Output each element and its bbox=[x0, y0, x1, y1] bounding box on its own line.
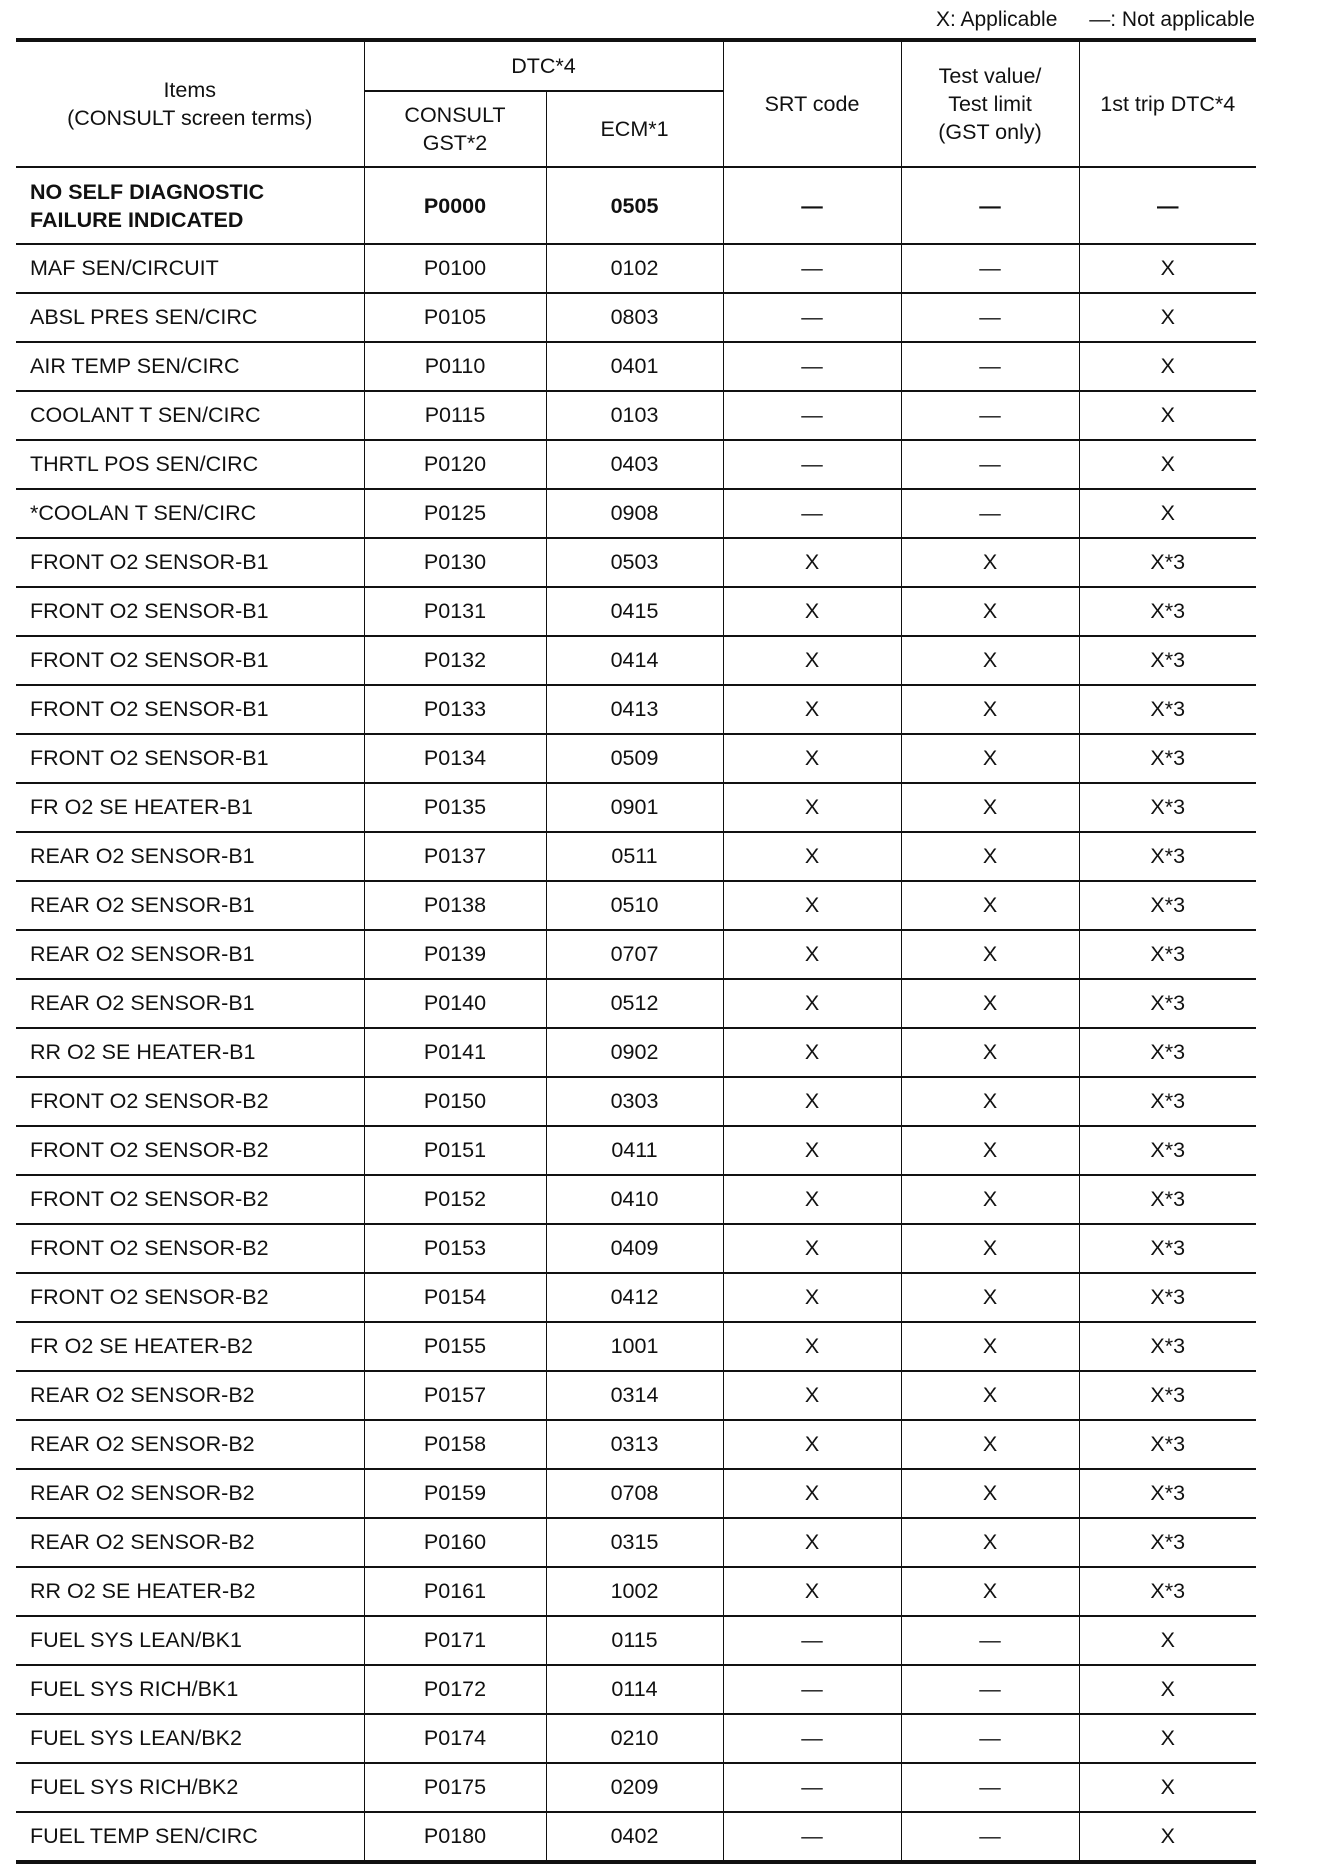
test-value-cell: — bbox=[901, 440, 1079, 489]
consult-gst-cell: P0157 bbox=[364, 1371, 546, 1420]
table-row bbox=[16, 391, 1256, 440]
table-row bbox=[16, 293, 1256, 342]
srt-code-cell: X bbox=[723, 734, 901, 783]
table-row bbox=[16, 1322, 1256, 1371]
table-row bbox=[16, 1567, 1256, 1616]
header-items: Items (CONSULT screen terms) bbox=[16, 40, 364, 167]
table-row bbox=[16, 1420, 1256, 1469]
ecm-cell: 0210 bbox=[546, 1714, 723, 1763]
srt-code-cell: — bbox=[723, 440, 901, 489]
ecm-cell: 0509 bbox=[546, 734, 723, 783]
item-cell: FRONT O2 SENSOR-B2 bbox=[16, 1273, 364, 1322]
first-trip-dtc-cell: X*3 bbox=[1079, 1322, 1256, 1371]
table-row bbox=[16, 1763, 1256, 1812]
srt-code-cell: X bbox=[723, 1224, 901, 1273]
srt-code-cell: X bbox=[723, 881, 901, 930]
srt-code-cell: X bbox=[723, 1077, 901, 1126]
srt-code-cell: X bbox=[723, 1371, 901, 1420]
srt-code-cell: X bbox=[723, 636, 901, 685]
first-trip-dtc-cell: X bbox=[1079, 342, 1256, 391]
test-value-cell: X bbox=[901, 1126, 1079, 1175]
first-trip-dtc-cell: X bbox=[1079, 293, 1256, 342]
consult-gst-cell: P0180 bbox=[364, 1812, 546, 1862]
table-body bbox=[16, 167, 1256, 1862]
first-trip-dtc-cell: X*3 bbox=[1079, 930, 1256, 979]
ecm-cell: 0505 bbox=[546, 167, 723, 244]
srt-code-cell: — bbox=[723, 342, 901, 391]
consult-gst-cell: P0125 bbox=[364, 489, 546, 538]
consult-gst-cell: P0161 bbox=[364, 1567, 546, 1616]
table-row bbox=[16, 1028, 1256, 1077]
test-value-cell: X bbox=[901, 1518, 1079, 1567]
table-row bbox=[16, 538, 1256, 587]
test-value-cell: X bbox=[901, 1420, 1079, 1469]
ecm-cell: 0707 bbox=[546, 930, 723, 979]
ecm-cell: 0708 bbox=[546, 1469, 723, 1518]
srt-code-cell: X bbox=[723, 1028, 901, 1077]
ecm-cell: 0510 bbox=[546, 881, 723, 930]
item-cell: FRONT O2 SENSOR-B2 bbox=[16, 1126, 364, 1175]
ecm-cell: 0512 bbox=[546, 979, 723, 1028]
test-value-cell: X bbox=[901, 1273, 1079, 1322]
test-value-cell: — bbox=[901, 293, 1079, 342]
test-value-cell: X bbox=[901, 538, 1079, 587]
item-cell: FR O2 SE HEATER-B2 bbox=[16, 1322, 364, 1371]
srt-code-cell: — bbox=[723, 1714, 901, 1763]
table-row bbox=[16, 832, 1256, 881]
table-row bbox=[16, 1812, 1256, 1862]
item-cell: NO SELF DIAGNOSTIC FAILURE INDICATED bbox=[16, 167, 364, 244]
consult-gst-cell: P0151 bbox=[364, 1126, 546, 1175]
first-trip-dtc-cell: X*3 bbox=[1079, 1371, 1256, 1420]
item-cell: REAR O2 SENSOR-B2 bbox=[16, 1420, 364, 1469]
srt-code-cell: — bbox=[723, 244, 901, 293]
test-value-cell: X bbox=[901, 1028, 1079, 1077]
test-value-cell: X bbox=[901, 783, 1079, 832]
test-value-cell: X bbox=[901, 587, 1079, 636]
ecm-cell: 0402 bbox=[546, 1812, 723, 1862]
ecm-cell: 0314 bbox=[546, 1371, 723, 1420]
srt-code-cell: X bbox=[723, 1273, 901, 1322]
srt-code-cell: — bbox=[723, 293, 901, 342]
table-row bbox=[16, 881, 1256, 930]
first-trip-dtc-cell: X*3 bbox=[1079, 1420, 1256, 1469]
item-cell: REAR O2 SENSOR-B1 bbox=[16, 881, 364, 930]
ecm-cell: 0908 bbox=[546, 489, 723, 538]
first-trip-dtc-cell: — bbox=[1079, 167, 1256, 244]
test-value-cell: X bbox=[901, 881, 1079, 930]
table-row bbox=[16, 1469, 1256, 1518]
srt-code-cell: X bbox=[723, 1126, 901, 1175]
consult-gst-cell: P0160 bbox=[364, 1518, 546, 1567]
consult-gst-cell: P0138 bbox=[364, 881, 546, 930]
table-header bbox=[16, 40, 1256, 167]
table-row bbox=[16, 636, 1256, 685]
first-trip-dtc-cell: X*3 bbox=[1079, 1028, 1256, 1077]
consult-gst-cell: P0152 bbox=[364, 1175, 546, 1224]
dtc-table bbox=[16, 38, 1256, 1864]
srt-code-cell: — bbox=[723, 1616, 901, 1665]
first-trip-dtc-cell: X*3 bbox=[1079, 783, 1256, 832]
item-cell: RR O2 SE HEATER-B1 bbox=[16, 1028, 364, 1077]
test-value-cell: X bbox=[901, 832, 1079, 881]
srt-code-cell: X bbox=[723, 1518, 901, 1567]
ecm-cell: 0114 bbox=[546, 1665, 723, 1714]
first-trip-dtc-cell: X*3 bbox=[1079, 1469, 1256, 1518]
item-cell: AIR TEMP SEN/CIRC bbox=[16, 342, 364, 391]
item-cell: THRTL POS SEN/CIRC bbox=[16, 440, 364, 489]
first-trip-dtc-cell: X*3 bbox=[1079, 1567, 1256, 1616]
ecm-cell: 0401 bbox=[546, 342, 723, 391]
first-trip-dtc-cell: X bbox=[1079, 391, 1256, 440]
table-row bbox=[16, 489, 1256, 538]
ecm-cell: 0414 bbox=[546, 636, 723, 685]
first-trip-dtc-cell: X*3 bbox=[1079, 979, 1256, 1028]
ecm-cell: 0412 bbox=[546, 1273, 723, 1322]
first-trip-dtc-cell: X*3 bbox=[1079, 881, 1256, 930]
test-value-cell: X bbox=[901, 930, 1079, 979]
srt-code-cell: — bbox=[723, 391, 901, 440]
consult-gst-cell: P0158 bbox=[364, 1420, 546, 1469]
test-value-cell: — bbox=[901, 391, 1079, 440]
srt-code-cell: X bbox=[723, 832, 901, 881]
item-cell: FUEL SYS RICH/BK2 bbox=[16, 1763, 364, 1812]
item-cell: FUEL SYS LEAN/BK1 bbox=[16, 1616, 364, 1665]
first-trip-dtc-cell: X*3 bbox=[1079, 636, 1256, 685]
table-row bbox=[16, 685, 1256, 734]
table-row bbox=[16, 1126, 1256, 1175]
consult-gst-cell: P0000 bbox=[364, 167, 546, 244]
consult-gst-cell: P0120 bbox=[364, 440, 546, 489]
consult-gst-cell: P0139 bbox=[364, 930, 546, 979]
test-value-cell: X bbox=[901, 734, 1079, 783]
test-value-cell: — bbox=[901, 1714, 1079, 1763]
ecm-cell: 1001 bbox=[546, 1322, 723, 1371]
ecm-cell: 0511 bbox=[546, 832, 723, 881]
table-row bbox=[16, 734, 1256, 783]
test-value-cell: X bbox=[901, 1077, 1079, 1126]
consult-gst-cell: P0100 bbox=[364, 244, 546, 293]
first-trip-dtc-cell: X*3 bbox=[1079, 832, 1256, 881]
srt-code-cell: X bbox=[723, 1322, 901, 1371]
consult-gst-cell: P0150 bbox=[364, 1077, 546, 1126]
srt-code-cell: X bbox=[723, 685, 901, 734]
test-value-cell: X bbox=[901, 1567, 1079, 1616]
table-row bbox=[16, 440, 1256, 489]
consult-gst-cell: P0175 bbox=[364, 1763, 546, 1812]
item-cell: REAR O2 SENSOR-B1 bbox=[16, 979, 364, 1028]
header-srt-code: SRT code bbox=[723, 40, 901, 167]
first-trip-dtc-cell: X*3 bbox=[1079, 1077, 1256, 1126]
ecm-cell: 0103 bbox=[546, 391, 723, 440]
item-cell: REAR O2 SENSOR-B2 bbox=[16, 1469, 364, 1518]
ecm-cell: 0115 bbox=[546, 1616, 723, 1665]
srt-code-cell: — bbox=[723, 1763, 901, 1812]
item-cell: FRONT O2 SENSOR-B1 bbox=[16, 538, 364, 587]
legend bbox=[910, 8, 1255, 32]
first-trip-dtc-cell: X bbox=[1079, 1763, 1256, 1812]
table-row bbox=[16, 1665, 1256, 1714]
test-value-cell: — bbox=[901, 167, 1079, 244]
ecm-cell: 0503 bbox=[546, 538, 723, 587]
item-cell: REAR O2 SENSOR-B1 bbox=[16, 930, 364, 979]
test-value-cell: X bbox=[901, 1175, 1079, 1224]
consult-gst-cell: P0131 bbox=[364, 587, 546, 636]
consult-gst-cell: P0140 bbox=[364, 979, 546, 1028]
consult-gst-cell: P0174 bbox=[364, 1714, 546, 1763]
item-cell: RR O2 SE HEATER-B2 bbox=[16, 1567, 364, 1616]
table-row bbox=[16, 1175, 1256, 1224]
item-cell: REAR O2 SENSOR-B1 bbox=[16, 832, 364, 881]
item-cell: ABSL PRES SEN/CIRC bbox=[16, 293, 364, 342]
srt-code-cell: — bbox=[723, 489, 901, 538]
consult-gst-cell: P0154 bbox=[364, 1273, 546, 1322]
consult-gst-cell: P0130 bbox=[364, 538, 546, 587]
item-cell: *COOLAN T SEN/CIRC bbox=[16, 489, 364, 538]
item-cell: FRONT O2 SENSOR-B1 bbox=[16, 734, 364, 783]
srt-code-cell: X bbox=[723, 979, 901, 1028]
first-trip-dtc-cell: X*3 bbox=[1079, 1126, 1256, 1175]
item-cell: FRONT O2 SENSOR-B1 bbox=[16, 685, 364, 734]
test-value-cell: — bbox=[901, 1665, 1079, 1714]
srt-code-cell: X bbox=[723, 1567, 901, 1616]
ecm-cell: 0411 bbox=[546, 1126, 723, 1175]
test-value-cell: — bbox=[901, 1763, 1079, 1812]
first-trip-dtc-cell: X*3 bbox=[1079, 734, 1256, 783]
test-value-cell: — bbox=[901, 1812, 1079, 1862]
consult-gst-cell: P0110 bbox=[364, 342, 546, 391]
test-value-cell: — bbox=[901, 244, 1079, 293]
item-cell: FRONT O2 SENSOR-B2 bbox=[16, 1175, 364, 1224]
first-trip-dtc-cell: X*3 bbox=[1079, 1224, 1256, 1273]
item-cell: FR O2 SE HEATER-B1 bbox=[16, 783, 364, 832]
ecm-cell: 0209 bbox=[546, 1763, 723, 1812]
item-cell: REAR O2 SENSOR-B2 bbox=[16, 1371, 364, 1420]
consult-gst-cell: P0159 bbox=[364, 1469, 546, 1518]
first-trip-dtc-cell: X*3 bbox=[1079, 685, 1256, 734]
item-cell: MAF SEN/CIRCUIT bbox=[16, 244, 364, 293]
first-trip-dtc-cell: X bbox=[1079, 489, 1256, 538]
first-trip-dtc-cell: X*3 bbox=[1079, 1273, 1256, 1322]
header-consult-gst: CONSULT GST*2 bbox=[364, 91, 546, 167]
test-value-cell: X bbox=[901, 1469, 1079, 1518]
ecm-cell: 0901 bbox=[546, 783, 723, 832]
consult-gst-cell: P0155 bbox=[364, 1322, 546, 1371]
table-row bbox=[16, 1714, 1256, 1763]
consult-gst-cell: P0171 bbox=[364, 1616, 546, 1665]
srt-code-cell: X bbox=[723, 1469, 901, 1518]
ecm-cell: 0403 bbox=[546, 440, 723, 489]
srt-code-cell: X bbox=[723, 1420, 901, 1469]
ecm-cell: 0902 bbox=[546, 1028, 723, 1077]
consult-gst-cell: P0135 bbox=[364, 783, 546, 832]
test-value-cell: X bbox=[901, 636, 1079, 685]
ecm-cell: 0413 bbox=[546, 685, 723, 734]
table-row bbox=[16, 930, 1256, 979]
test-value-cell: X bbox=[901, 1322, 1079, 1371]
item-cell: COOLANT T SEN/CIRC bbox=[16, 391, 364, 440]
first-trip-dtc-cell: X bbox=[1079, 1812, 1256, 1862]
legend-applicable: X: Applicable bbox=[935, 8, 1058, 31]
first-trip-dtc-cell: X bbox=[1079, 244, 1256, 293]
header-first-trip-dtc: 1st trip DTC*4 bbox=[1079, 40, 1256, 167]
test-value-cell: — bbox=[901, 342, 1079, 391]
item-cell: FRONT O2 SENSOR-B1 bbox=[16, 587, 364, 636]
test-value-cell: X bbox=[901, 1371, 1079, 1420]
table-row bbox=[16, 1518, 1256, 1567]
srt-code-cell: X bbox=[723, 587, 901, 636]
first-trip-dtc-cell: X*3 bbox=[1079, 1518, 1256, 1567]
consult-gst-cell: P0153 bbox=[364, 1224, 546, 1273]
consult-gst-cell: P0133 bbox=[364, 685, 546, 734]
test-value-cell: X bbox=[901, 685, 1079, 734]
ecm-cell: 0803 bbox=[546, 293, 723, 342]
consult-gst-cell: P0141 bbox=[364, 1028, 546, 1077]
item-cell: FUEL SYS LEAN/BK2 bbox=[16, 1714, 364, 1763]
first-trip-dtc-cell: X*3 bbox=[1079, 538, 1256, 587]
table-row bbox=[16, 1077, 1256, 1126]
ecm-cell: 0415 bbox=[546, 587, 723, 636]
first-trip-dtc-cell: X bbox=[1079, 1714, 1256, 1763]
table-row bbox=[16, 244, 1256, 293]
ecm-cell: 0303 bbox=[546, 1077, 723, 1126]
consult-gst-cell: P0115 bbox=[364, 391, 546, 440]
table-row bbox=[16, 783, 1256, 832]
header-test-value: Test value/ Test limit (GST only) bbox=[901, 40, 1079, 167]
first-trip-dtc-cell: X*3 bbox=[1079, 1175, 1256, 1224]
table-row bbox=[16, 342, 1256, 391]
table-row bbox=[16, 1616, 1256, 1665]
srt-code-cell: — bbox=[723, 167, 901, 244]
first-trip-dtc-cell: X bbox=[1079, 1665, 1256, 1714]
srt-code-cell: — bbox=[723, 1665, 901, 1714]
test-value-cell: X bbox=[901, 1224, 1079, 1273]
consult-gst-cell: P0172 bbox=[364, 1665, 546, 1714]
ecm-cell: 0102 bbox=[546, 244, 723, 293]
item-cell: FRONT O2 SENSOR-B2 bbox=[16, 1077, 364, 1126]
srt-code-cell: — bbox=[723, 1812, 901, 1862]
item-cell: FRONT O2 SENSOR-B2 bbox=[16, 1224, 364, 1273]
ecm-cell: 0410 bbox=[546, 1175, 723, 1224]
header-dtc: DTC*4 bbox=[364, 40, 723, 91]
table-row bbox=[16, 587, 1256, 636]
first-trip-dtc-cell: X*3 bbox=[1079, 587, 1256, 636]
consult-gst-cell: P0134 bbox=[364, 734, 546, 783]
ecm-cell: 0313 bbox=[546, 1420, 723, 1469]
table-row bbox=[16, 979, 1256, 1028]
header-ecm: ECM*1 bbox=[546, 91, 723, 167]
consult-gst-cell: P0137 bbox=[364, 832, 546, 881]
first-trip-dtc-cell: X bbox=[1079, 1616, 1256, 1665]
consult-gst-cell: P0132 bbox=[364, 636, 546, 685]
item-cell: FRONT O2 SENSOR-B1 bbox=[16, 636, 364, 685]
test-value-cell: — bbox=[901, 1616, 1079, 1665]
table-row bbox=[16, 1273, 1256, 1322]
item-cell: FUEL TEMP SEN/CIRC bbox=[16, 1812, 364, 1862]
legend-not-applicable: —: Not applicable bbox=[1089, 8, 1255, 31]
ecm-cell: 1002 bbox=[546, 1567, 723, 1616]
first-trip-dtc-cell: X bbox=[1079, 440, 1256, 489]
table-row bbox=[16, 1224, 1256, 1273]
item-cell: REAR O2 SENSOR-B2 bbox=[16, 1518, 364, 1567]
srt-code-cell: X bbox=[723, 783, 901, 832]
ecm-cell: 0315 bbox=[546, 1518, 723, 1567]
item-cell: FUEL SYS RICH/BK1 bbox=[16, 1665, 364, 1714]
table-row bbox=[16, 167, 1256, 244]
consult-gst-cell: P0105 bbox=[364, 293, 546, 342]
srt-code-cell: X bbox=[723, 538, 901, 587]
srt-code-cell: X bbox=[723, 1175, 901, 1224]
test-value-cell: — bbox=[901, 489, 1079, 538]
table-row bbox=[16, 1371, 1256, 1420]
srt-code-cell: X bbox=[723, 930, 901, 979]
test-value-cell: X bbox=[901, 979, 1079, 1028]
ecm-cell: 0409 bbox=[546, 1224, 723, 1273]
